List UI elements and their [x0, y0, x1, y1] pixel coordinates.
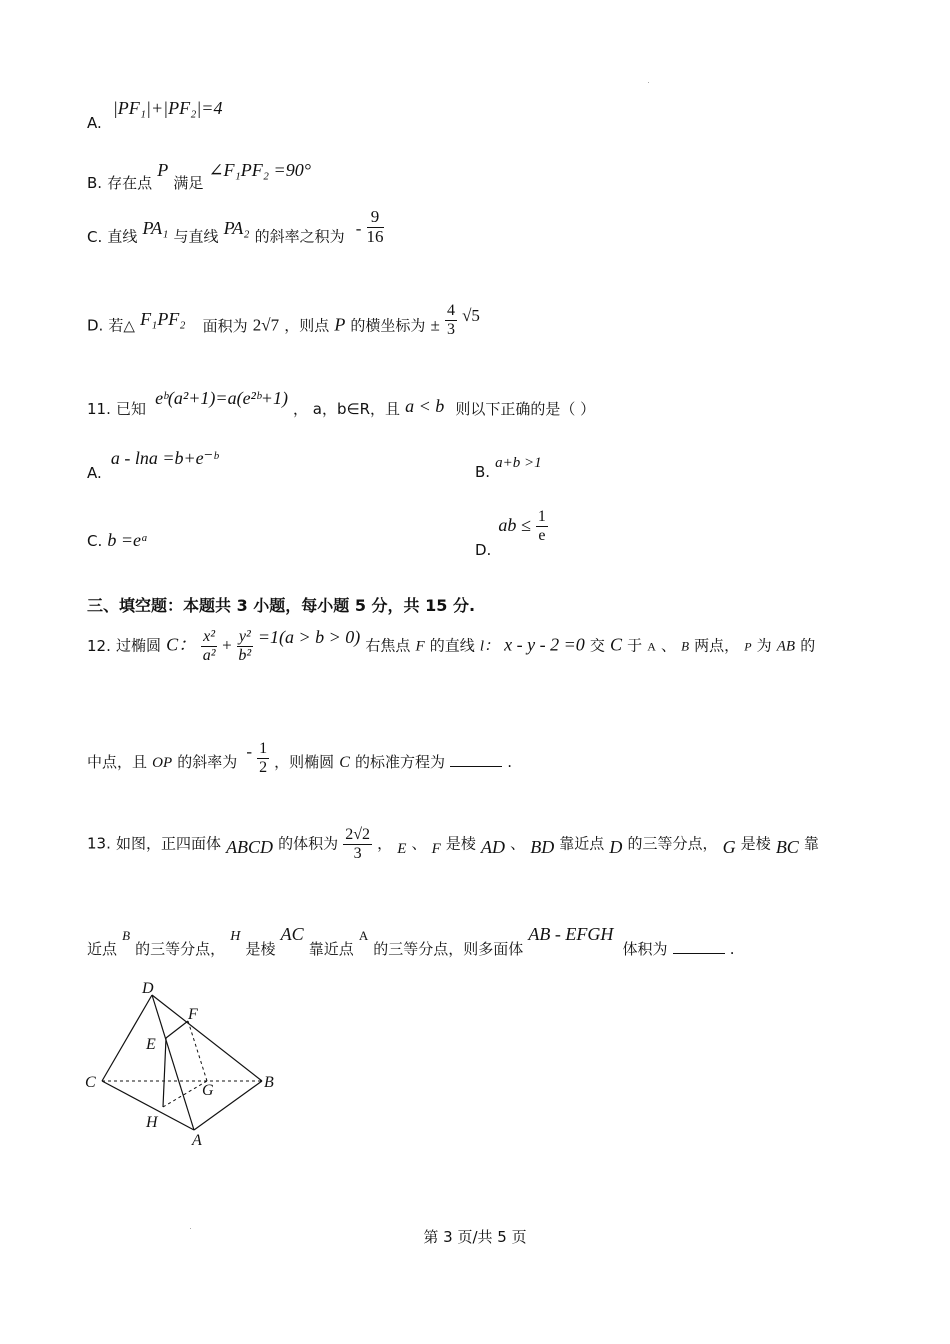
- text: ，则点: [284, 316, 330, 335]
- text: 的横坐标为: [350, 316, 426, 335]
- denominator: a²: [202, 646, 216, 664]
- fraction: [536, 508, 548, 544]
- formula: |PF₁|+|PF₂|=4: [112, 98, 223, 118]
- q11-option-b: [475, 452, 542, 481]
- text: 靠: [803, 834, 819, 853]
- numerator: y²: [238, 628, 251, 645]
- text: 是棱: [245, 940, 276, 958]
- formula: 2√7: [252, 315, 280, 335]
- text: 靠近点: [559, 834, 605, 853]
- edge-dc: [102, 995, 152, 1081]
- var: B: [681, 638, 690, 654]
- text: .: [729, 940, 735, 958]
- formula: PA₁: [142, 217, 169, 238]
- option-label: B.: [87, 174, 103, 192]
- q11-option-d: [475, 508, 548, 559]
- question-number: 12.: [87, 636, 111, 655]
- text: 的斜率为: [177, 752, 238, 771]
- denominator: 3: [353, 844, 362, 862]
- formula: PA₂: [223, 217, 250, 238]
- numerator: 2√2: [345, 826, 371, 843]
- numerator: 1: [537, 508, 546, 525]
- var: P: [744, 639, 752, 654]
- option-label: A.: [87, 114, 102, 132]
- radical: √5: [462, 305, 480, 325]
- fraction: [343, 826, 372, 862]
- formula: ∠F₁PF₂ =90°: [208, 160, 311, 180]
- q12-line1: [87, 628, 815, 664]
- numerator: x²: [203, 628, 216, 645]
- denominator: e: [538, 526, 546, 544]
- var: B: [122, 928, 131, 943]
- text: .: [507, 752, 513, 771]
- edge-hg-hidden: [163, 1081, 207, 1107]
- text: 的三等分点，则多面体: [373, 940, 524, 958]
- question-number: 13.: [87, 834, 111, 853]
- text: 已知: [115, 400, 146, 418]
- fraction: [237, 628, 253, 664]
- var: C: [609, 634, 622, 655]
- fraction: [257, 740, 269, 776]
- sign: -: [355, 218, 362, 238]
- formula: =1(a > b > 0): [257, 626, 361, 647]
- label-b: B: [264, 1074, 274, 1091]
- text: 中点，且: [87, 752, 148, 771]
- sign: ±: [430, 315, 440, 335]
- q11-option-a: [87, 448, 218, 482]
- text: 的标准方程为: [355, 752, 446, 771]
- q11-stem: [87, 388, 596, 418]
- var: H: [230, 929, 241, 944]
- var: G: [722, 836, 736, 857]
- numerator: 9: [367, 208, 384, 228]
- q10-option-d: [87, 302, 480, 344]
- text: 的体积为: [278, 834, 339, 853]
- sign: -: [246, 741, 252, 761]
- var: F: [431, 840, 441, 857]
- label-h: H: [146, 1114, 158, 1131]
- q13-line1: [87, 826, 819, 862]
- section-title: 三、填空题：本题共 3 小题，每小题 5 分，共 15 分.: [87, 596, 476, 615]
- text: 的直线: [429, 636, 475, 655]
- formula: a+b >1: [495, 455, 542, 471]
- q11-option-c: [87, 530, 148, 551]
- var: A: [647, 639, 656, 654]
- fraction: [367, 208, 384, 246]
- option-label: A.: [87, 464, 102, 482]
- q10-option-a: [87, 98, 223, 132]
- denominator: 16: [366, 226, 384, 246]
- denominator: 3: [446, 320, 455, 338]
- var: BC: [775, 836, 799, 857]
- text: 是棱: [445, 834, 476, 853]
- text: 直线: [107, 227, 138, 246]
- edge-db: [152, 995, 262, 1081]
- var: F: [415, 638, 425, 655]
- var: BD: [530, 836, 555, 857]
- text: 、: [510, 834, 526, 853]
- numerator: 1: [259, 740, 268, 757]
- text: 、: [411, 834, 427, 853]
- label-c: C: [85, 1074, 96, 1091]
- text: 面积为: [202, 316, 248, 335]
- text: 靠近点: [308, 940, 354, 958]
- formula: ab ≤: [498, 514, 531, 535]
- text: 体积为: [622, 940, 668, 958]
- var: D: [609, 836, 623, 857]
- var-p: P: [157, 160, 169, 180]
- text: 与直线: [173, 227, 219, 246]
- text: 交: [589, 636, 605, 655]
- text: 的斜率之积为: [254, 227, 345, 246]
- var-p: P: [334, 314, 346, 335]
- text: 两点，: [694, 636, 740, 655]
- q12-line2: [87, 740, 512, 776]
- answer-blank[interactable]: [673, 952, 725, 954]
- denominator: 2: [259, 758, 268, 776]
- formula: F₁PF₂: [140, 308, 186, 329]
- text: 如图，正四面体: [115, 834, 221, 853]
- var: AB: [776, 638, 796, 655]
- var: AC: [280, 924, 304, 944]
- text: ，则椭圆: [274, 752, 335, 771]
- label-f: F: [188, 1006, 198, 1023]
- label-d: D: [142, 980, 154, 997]
- label-a: A: [192, 1132, 202, 1149]
- tetrahedron-figure: [80, 975, 290, 1150]
- text: 、: [660, 636, 676, 655]
- formula: C：: [166, 634, 197, 655]
- var: C: [339, 753, 350, 771]
- var: A: [358, 928, 369, 943]
- text: 右焦点: [365, 636, 411, 655]
- var: OP: [152, 754, 173, 771]
- text: ，: [377, 834, 393, 853]
- numerator: 4: [446, 302, 455, 319]
- fraction: [445, 302, 457, 338]
- var: E: [397, 840, 407, 857]
- denominator: b²: [238, 646, 252, 664]
- formula: b =eᵃ: [107, 530, 149, 550]
- option-label: B.: [475, 463, 491, 481]
- plus: +: [222, 635, 232, 655]
- text: 的: [800, 636, 816, 655]
- page-footer: 第 3 页/共 5 页: [423, 1228, 527, 1246]
- option-label: D.: [475, 540, 492, 559]
- option-label: D.: [87, 316, 104, 335]
- label-g: G: [202, 1082, 214, 1099]
- speck: [648, 82, 649, 83]
- formula: x - y - 2 =0: [504, 634, 585, 655]
- text: 则以下正确的是（ ）: [455, 400, 596, 418]
- edge-eh: [163, 1038, 166, 1107]
- var: ABCD: [226, 836, 274, 857]
- formula: a - lna =b+e⁻ᵇ: [110, 448, 218, 468]
- text: 存在点: [107, 174, 153, 192]
- answer-blank[interactable]: [450, 765, 502, 767]
- text: 于: [627, 636, 643, 655]
- text: 是棱: [740, 834, 771, 853]
- text: 的三等分点，: [627, 834, 718, 853]
- text: 过椭圆: [115, 636, 161, 655]
- text: 为: [756, 636, 772, 655]
- label-e: E: [146, 1036, 156, 1053]
- var: AD: [481, 836, 505, 857]
- formula: a < b: [405, 396, 445, 416]
- text: 满足: [173, 174, 204, 192]
- option-label: C.: [87, 532, 103, 550]
- formula: AB - EFGH: [528, 924, 614, 944]
- edge-ef: [166, 1021, 188, 1038]
- formula: eᵇ(a²+1)=a(e²ᵇ+1): [155, 388, 288, 408]
- var: l：: [479, 638, 500, 655]
- text: 近点: [87, 940, 118, 958]
- question-number: 11.: [87, 400, 111, 418]
- q10-option-b: [87, 160, 311, 192]
- text: ， a，b∈R，且: [293, 400, 401, 418]
- q10-option-c: [87, 207, 384, 256]
- option-label: C.: [87, 227, 103, 246]
- text: 的三等分点，: [135, 940, 226, 958]
- q13-line2: [87, 924, 735, 958]
- text: 若△: [108, 316, 135, 335]
- fraction: [201, 628, 217, 664]
